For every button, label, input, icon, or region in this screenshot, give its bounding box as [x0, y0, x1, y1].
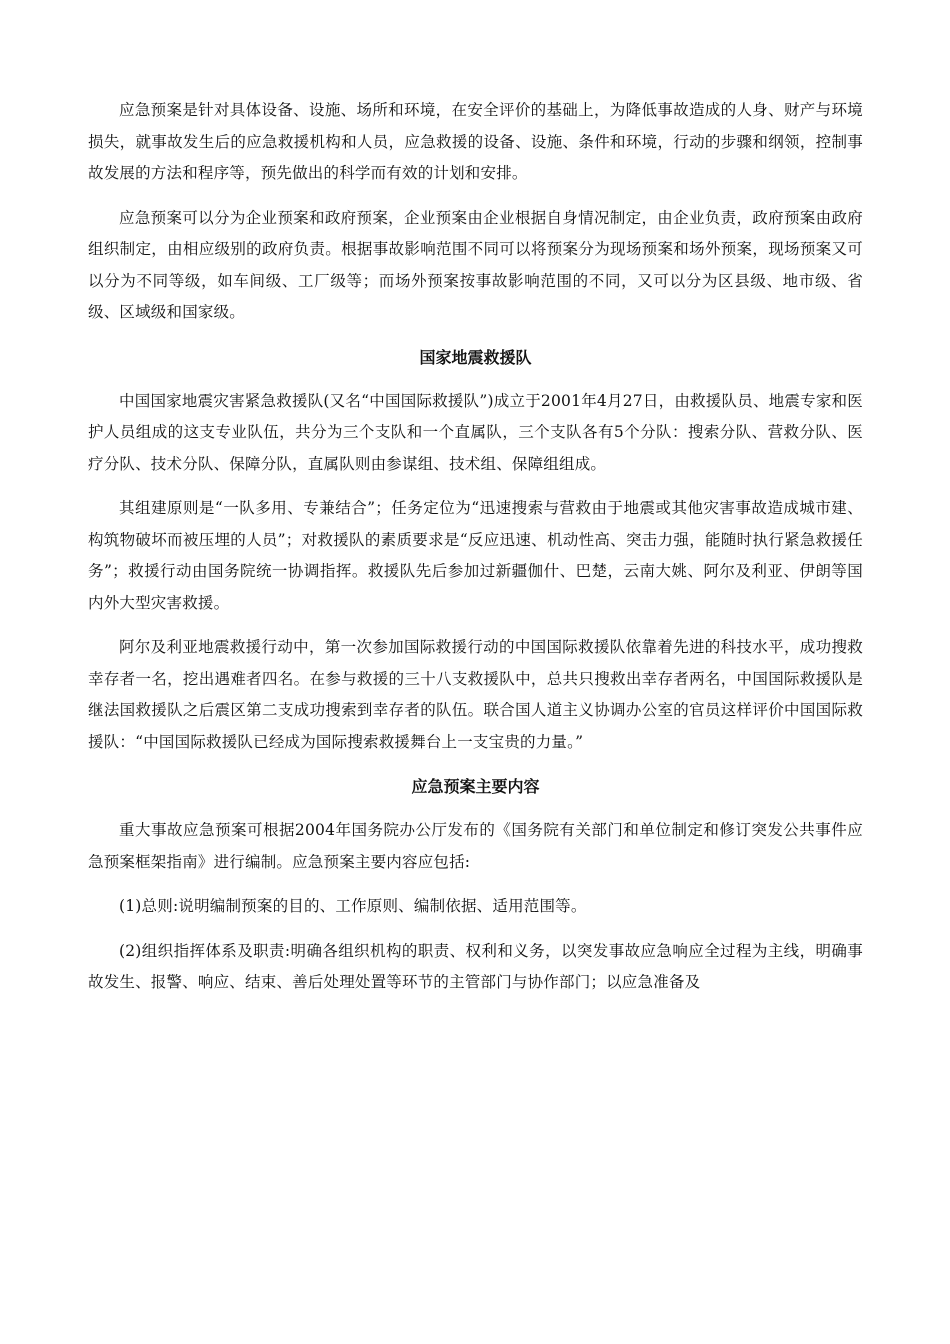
- paragraph-definition: 应急预案是针对具体设备、设施、场所和环境，在安全评价的基础上，为降低事故造成的人身、财产与环境损失，就事故发生后的应急救援机构和人员，应急救援的设备、设施、条件和环境，行动的步骤和纲领，控制事故发展的方法和程序等，预先做出的科学而有效的计划和安排。: [88, 101, 863, 182]
- section-heading-plan-content: 应急预案主要内容: [411, 777, 540, 796]
- paragraph-item-general: (1)总则:说明编制预案的目的、工作原则、编制依据、适用范围等。: [119, 897, 587, 915]
- paragraph-team-principles: 其组建原则是“一队多用、专兼结合”；任务定位为“迅速搜索与营救由于地震或其他灾害事故造成城市建、构筑物破坏而被压埋的人员”；对救援队的素质要求是“反应迅速、机动性高、突击力强，能随时执行紧急救援任务”；救援行动由国务院统一协调指挥。救援队先后参加过新疆伽什、巴楚，云南大姚、阿尔及利亚、伊朗等国内外大型灾害救援。: [88, 499, 863, 612]
- paragraph-plan-guide: 重大事故应急预案可根据2004年国务院办公厅发布的《国务院有关部门和单位制定和修订突发公共事件应急预案框架指南》进行编制。应急预案主要内容应包括:: [88, 821, 863, 871]
- paragraph-item-organization: (2)组织指挥体系及职责:明确各组织机构的职责、权利和义务，以突发事故应急响应全过程为主线，明确事故发生、报警、响应、结束、善后处理处置等环节的主管部门与协作部门；以应急准备及: [88, 941, 863, 991]
- section-heading-rescue-team: 国家地震救援队: [419, 347, 532, 367]
- paragraph-classification: 应急预案可以分为企业预案和政府预案，企业预案由企业根据自身情况制定，由企业负责，政府预案由政府组织制定，由相应级别的政府负责。根据事故影响范围不同可以将预案分为现场预案和场外预案，现场预案又可以分为不同等级，如车间级、工厂级等；而场外预案按事故影响范围的不同，又可以分为区县级、地市级、省级、区域级和国家级。: [88, 208, 863, 321]
- document-page: [88, 95, 863, 1012]
- paragraph-team-intro: 中国国家地震灾害紧急救援队(又名“中国国际救援队”)成立于2001年4月27日，由救援队员、地震专家和医护人员组成的这支专业队伍，共分为三个支队和一个直属队，三个支队各有5个分队：搜索分队、营救分队、医疗分队、技术分队、保障分队，直属队则由参谋组、技术组、保障组组成。: [88, 391, 863, 473]
- paragraph-algeria-rescue: 阿尔及利亚地震救援行动中，第一次参加国际救援行动的中国国际救援队依靠着先进的科技水平，成功搜救幸存者一名，挖出遇难者四名。在参与救援的三十八支救援队中，总共只搜救出幸存者两名，中国国际救援队是继法国救援队之后震区第二支成功搜索到幸存者的队伍。联合国人道主义协调办公室的官员这样评价中国国际救援队：“中国国际救援队已经成为国际搜索救援舞台上一支宝贵的力量。”: [88, 638, 863, 751]
